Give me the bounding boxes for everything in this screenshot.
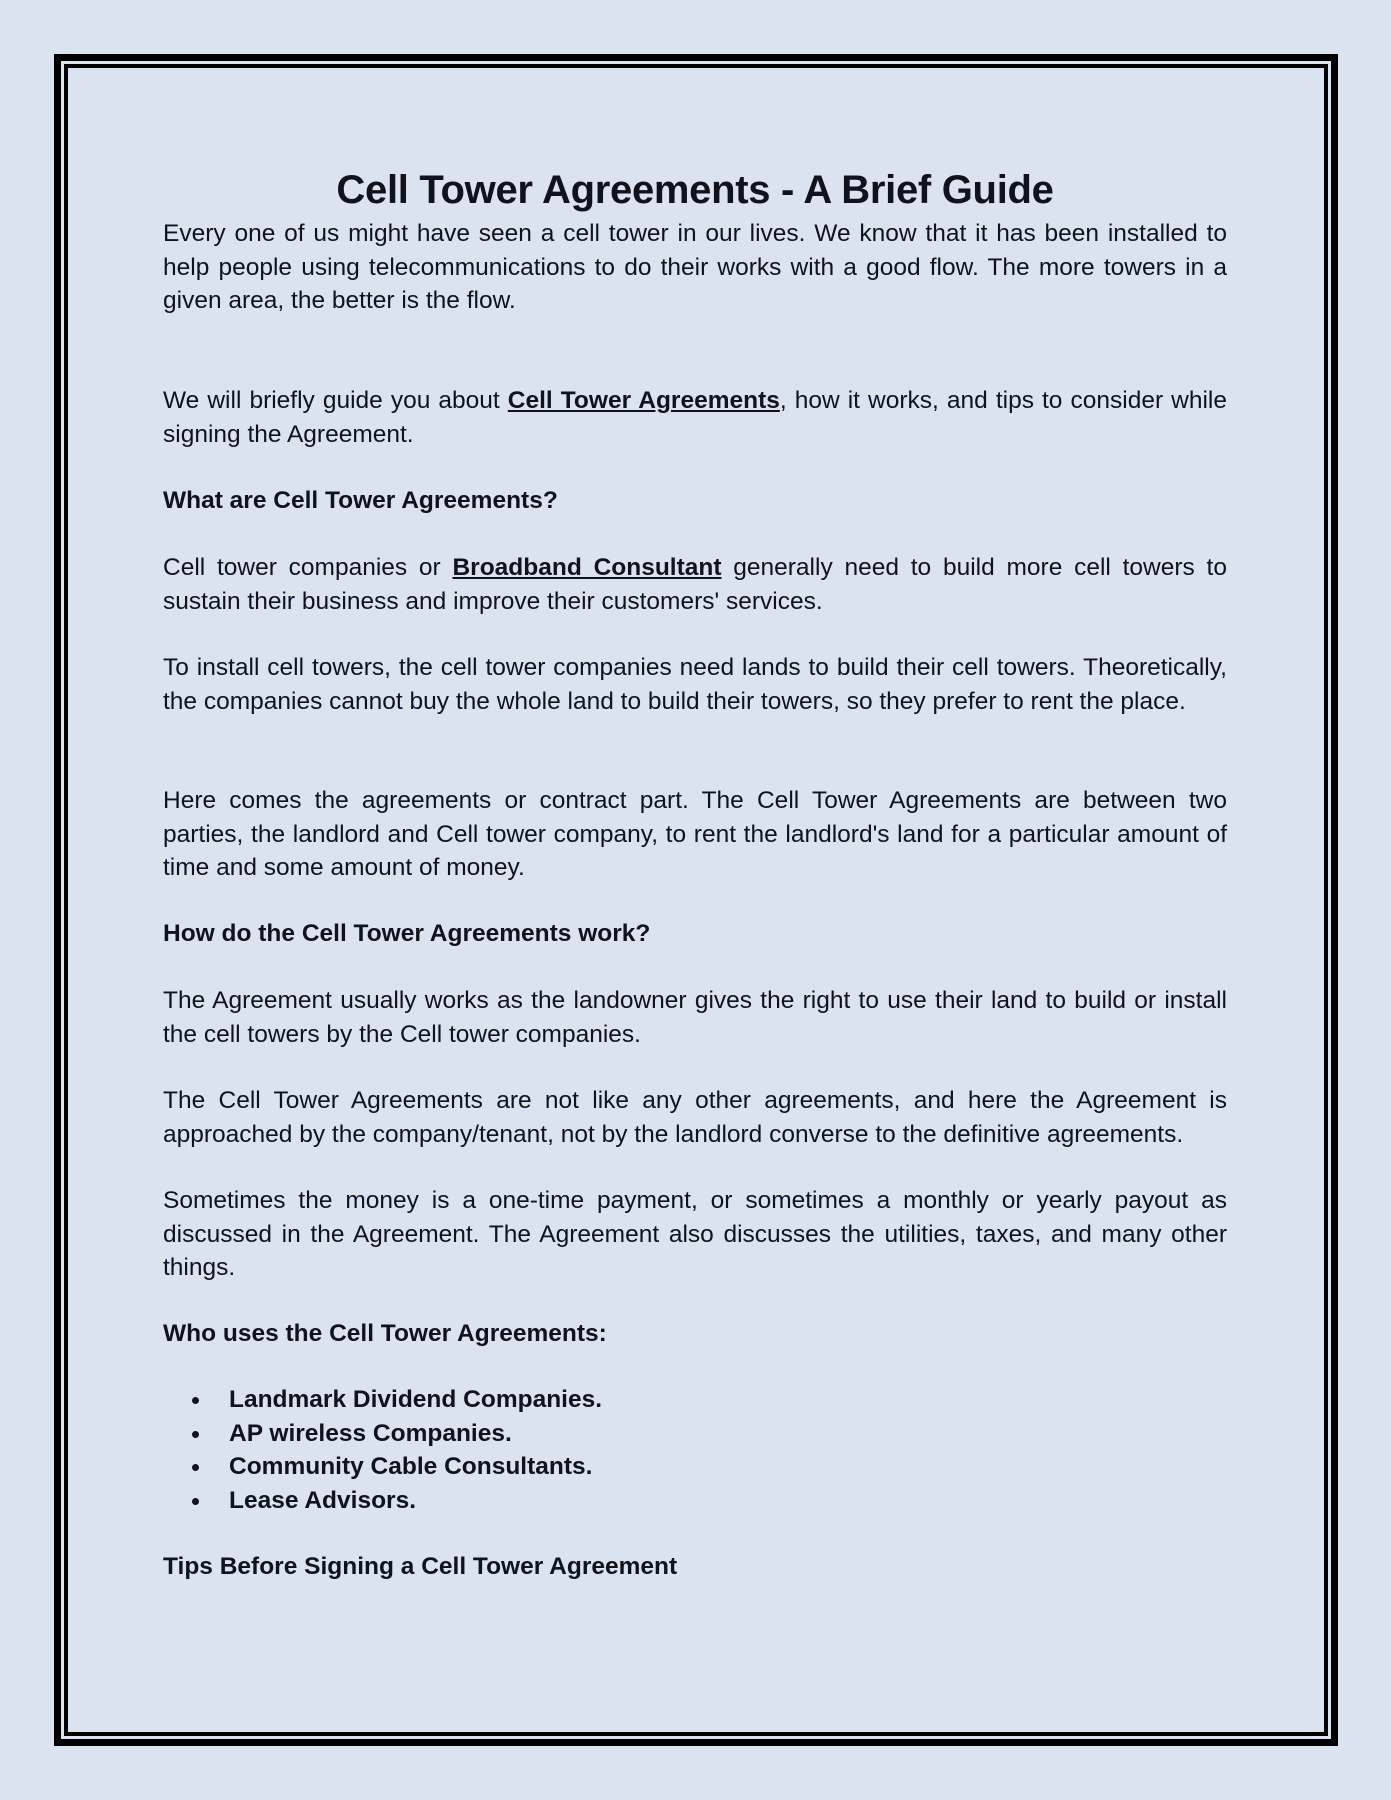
bullet-icon: [192, 1397, 199, 1404]
guide-text-after: , how it works, and tips to consider while signing the Agreement.: [163, 387, 1227, 448]
broadband-consultant-link[interactable]: Broadband Consultant: [452, 554, 722, 581]
guide-text-before: We will briefly guide you about: [163, 387, 508, 414]
section2-paragraph-1: The Agreement usually works as the landowner gives the right to use their land to build or install the cell towers by the Cell tower companies.: [163, 987, 1227, 1048]
section-heading-what: What are Cell Tower Agreements?: [163, 487, 558, 514]
list-item: [163, 1450, 602, 1484]
cell-tower-agreements-link[interactable]: Cell Tower Agreements: [507, 387, 780, 414]
section-heading-tips: Tips Before Signing a Cell Tower Agreement: [163, 1553, 678, 1580]
list-item-label: Landmark Dividend Companies.: [229, 1386, 603, 1413]
bullet-icon: [192, 1464, 199, 1471]
list-item-label: Lease Advisors.: [229, 1486, 417, 1514]
section1-paragraph-3: Here comes the agreements or contract part. The Cell Tower Agreements are between two parties, the landlord and Cell tower company, to rent the landlord's land for a particular amount of time and some amount of money.: [163, 787, 1227, 881]
list-item-label: Community Cable Consultants.: [229, 1453, 593, 1480]
section1-paragraph-1: [163, 551, 1227, 618]
list-item-label: AP wireless Companies.: [229, 1419, 512, 1447]
bullet-icon: [192, 1498, 199, 1505]
companies-list: [163, 1383, 602, 1517]
p1-text-after: generally need to build more cell towers to sustain their business and improve their customers' services.: [163, 554, 1227, 615]
p1-text-before: Cell tower companies or: [163, 554, 453, 581]
section2-paragraph-2: The Cell Tower Agreements are not like any other agreements, and here the Agreement is approached by the company/tenant, not by the landlord converse to the definitive agreements.: [163, 1087, 1227, 1148]
list-item: [163, 1484, 602, 1518]
section1-paragraph-2: To install cell towers, the cell tower companies need lands to build their cell towers. Theoretically, the companies cannot buy the whole land to build their towers, so they prefer to rent the place.: [163, 654, 1227, 715]
intro-paragraph: Every one of us might have seen a cell tower in our lives. We know that it has been installed to help people using telecommunications to do their works with a good flow. The more towers in a given area, the better is the flow.: [163, 220, 1227, 314]
section-heading-how: How do the Cell Tower Agreements work?: [163, 920, 651, 947]
list-item: [163, 1417, 602, 1451]
document-title: Cell Tower Agreements - A Brief Guide: [336, 168, 1054, 212]
bullet-icon: [192, 1431, 199, 1438]
list-item: [163, 1383, 602, 1417]
section2-paragraph-3: Sometimes the money is a one-time payment, or sometimes a monthly or yearly payout as discussed in the Agreement. The Agreement also discusses the utilities, taxes, and many other things.: [163, 1187, 1227, 1281]
section-heading-who: Who uses the Cell Tower Agreements:: [163, 1320, 607, 1347]
guide-paragraph: [163, 384, 1227, 451]
